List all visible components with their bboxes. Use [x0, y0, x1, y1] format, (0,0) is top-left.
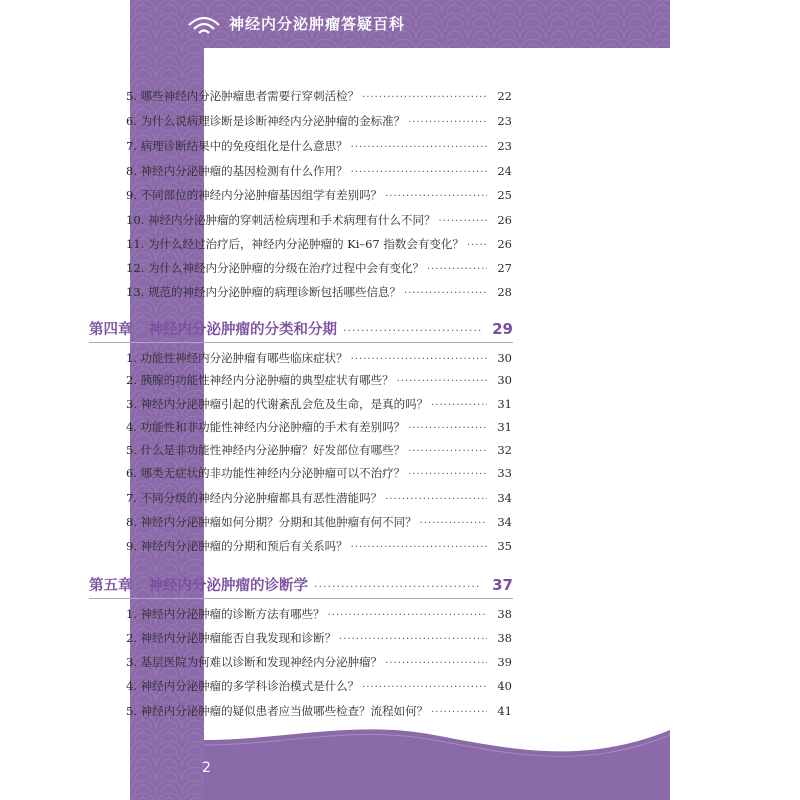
dot-leader	[351, 167, 487, 178]
toc-page-number: 23	[497, 139, 512, 153]
dot-leader	[408, 423, 487, 434]
dot-leader	[362, 92, 487, 103]
toc-page-number: 25	[497, 188, 512, 202]
toc-page-number: 30	[497, 373, 512, 387]
toc-page-number: 33	[497, 466, 512, 480]
chapter-number: 第五章	[89, 578, 133, 594]
toc-page-number: 22	[497, 89, 512, 103]
toc-page-number: 24	[497, 164, 512, 178]
toc-entry	[126, 419, 512, 441]
page-header	[130, 0, 670, 48]
toc-entry-title: 2. 神经内分泌肿瘤能否自我发现和诊断？	[126, 631, 337, 645]
toc-entry	[126, 260, 512, 282]
toc-entry-title: 3. 基层医院为何难以诊断和发现神经内分泌肿瘤？	[126, 655, 383, 669]
toc-page-number: 31	[497, 397, 512, 411]
toc-entry-title: 5. 什么是非功能性神经内分泌肿瘤？好发部位有哪些？	[126, 443, 406, 457]
toc-entry-title: 6. 为什么说病理诊断是诊断神经内分泌肿瘤的金标准？	[126, 114, 406, 128]
toc-entry-title: 1. 神经内分泌肿瘤的诊断方法有哪些？	[126, 607, 325, 621]
dot-leader	[385, 494, 487, 505]
toc-entry-title: 8. 神经内分泌肿瘤如何分期？分期和其他肿瘤有何不同？	[126, 515, 417, 529]
toc-entry	[126, 138, 512, 160]
dot-leader	[351, 542, 487, 553]
toc-entry	[126, 654, 512, 676]
toc-entry-title: 1. 功能性神经内分泌肿瘤有哪些临床症状？	[126, 351, 348, 365]
chapter-page-number: 29	[492, 320, 513, 338]
toc-entry-title: 2. 胰腺的功能性神经内分泌肿瘤的典型症状有哪些？	[126, 373, 394, 387]
toc-entry-title: 7. 不同分级的神经内分泌肿瘤都具有恶性潜能吗？	[126, 491, 383, 505]
chapter-divider	[89, 342, 513, 343]
toc-entry-title: 9. 不同部位的神经内分泌肿瘤基因组学有差别吗？	[126, 188, 383, 202]
toc-page-number: 34	[497, 515, 512, 529]
toc-entry-title: 10. 神经内分泌肿瘤的穿刺活检病理和手术病理有什么不同？	[126, 213, 436, 227]
dot-leader	[404, 288, 487, 299]
toc-entry	[126, 465, 512, 487]
toc-page-number: 27	[497, 261, 512, 275]
toc-entry	[126, 538, 512, 560]
chapter-divider	[89, 598, 513, 599]
toc-page-number: 38	[497, 631, 512, 645]
dot-leader	[351, 354, 487, 365]
toc-page-number: 30	[497, 351, 512, 365]
dot-leader	[431, 707, 487, 718]
dot-leader	[431, 400, 487, 411]
toc-page-number: 40	[497, 679, 512, 693]
toc-page-number: 26	[497, 213, 512, 227]
toc-page-number: 35	[497, 539, 512, 553]
chapter-title: 神经内分泌肿瘤的分类和分期	[148, 322, 337, 338]
chapter-page-number: 37	[492, 576, 513, 594]
toc-entry-title: 5. 神经内分泌肿瘤的疑似患者应当做哪些检查？流程如何？	[126, 704, 429, 718]
toc-page-number: 28	[497, 285, 512, 299]
toc-entry	[126, 372, 512, 394]
dot-leader	[362, 682, 487, 693]
dot-leader	[397, 376, 487, 387]
header-title: 神经内分泌肿瘤答疑百科	[229, 15, 406, 33]
toc-entry-title: 4. 神经内分泌肿瘤的多学科诊治模式是什么？	[126, 679, 360, 693]
toc-entry	[126, 163, 512, 185]
toc-entry-title: 4. 功能性和非功能性神经内分泌肿瘤的手术有差别吗？	[126, 420, 406, 434]
wifi-signal-icon	[186, 13, 222, 39]
toc-entry	[126, 187, 512, 209]
toc-page-number: 34	[497, 491, 512, 505]
toc-entry-title: 9. 神经内分泌肿瘤的分期和预后有关系吗？	[126, 539, 348, 553]
dot-leader	[314, 580, 481, 593]
dot-leader	[339, 634, 487, 645]
toc-entry	[126, 442, 512, 464]
toc-entry	[126, 113, 512, 135]
toc-page-number: 26	[497, 237, 512, 251]
page-number: 2	[202, 760, 211, 776]
toc-chapter-heading	[89, 574, 513, 598]
dot-leader	[328, 610, 487, 621]
toc-entry-title: 7. 病理诊断结果中的免疫组化是什么意思？	[126, 139, 348, 153]
dot-leader	[427, 264, 487, 275]
toc-entry	[126, 212, 512, 234]
toc-entry	[126, 630, 512, 652]
toc-entry	[126, 514, 512, 536]
toc-entry	[126, 350, 512, 372]
toc-entry-title: 3. 神经内分泌肿瘤引起的代谢紊乱会危及生命，是真的吗？	[126, 397, 429, 411]
dot-leader	[408, 469, 487, 480]
toc-entry	[126, 678, 512, 700]
dot-leader	[408, 446, 487, 457]
toc-entry-title: 5. 哪些神经内分泌肿瘤患者需要行穿刺活检？	[126, 89, 360, 103]
dot-leader	[351, 142, 487, 153]
toc-page-number: 41	[497, 704, 512, 718]
toc-entry	[126, 703, 512, 725]
toc-page-number: 38	[497, 607, 512, 621]
toc-entry-title: 11. 为什么经过治疗后，神经内分泌肿瘤的 Ki–67 指数会有变化？	[126, 237, 464, 251]
dot-leader	[385, 191, 487, 202]
dot-leader	[467, 240, 487, 251]
toc-page-number: 23	[497, 114, 512, 128]
toc-chapter-heading	[89, 318, 513, 342]
dot-leader	[343, 324, 481, 337]
dot-leader	[438, 216, 487, 227]
dot-leader	[385, 658, 487, 669]
toc-entry	[126, 396, 512, 418]
dot-leader	[420, 518, 487, 529]
chapter-title: 神经内分泌肿瘤的诊断学	[148, 578, 308, 594]
toc-page-number: 31	[497, 420, 512, 434]
toc-entry	[126, 490, 512, 512]
toc-entry	[126, 236, 512, 258]
toc-entry	[126, 606, 512, 628]
toc-entry-title: 6. 哪类无症状的非功能性神经内分泌肿瘤可以不治疗？	[126, 466, 406, 480]
toc-entry-title: 13. 规范的神经内分泌肿瘤的病理诊断包括哪些信息？	[126, 285, 401, 299]
toc-entry	[126, 88, 512, 110]
toc-page-number: 32	[497, 443, 512, 457]
dot-leader	[408, 117, 487, 128]
chapter-number: 第四章	[89, 322, 133, 338]
toc-entry-title: 12. 为什么神经内分泌肿瘤的分级在治疗过程中会有变化？	[126, 261, 424, 275]
toc-entry-title: 8. 神经内分泌肿瘤的基因检测有什么作用？	[126, 164, 348, 178]
toc-entry	[126, 284, 512, 306]
toc-page-number: 39	[497, 655, 512, 669]
